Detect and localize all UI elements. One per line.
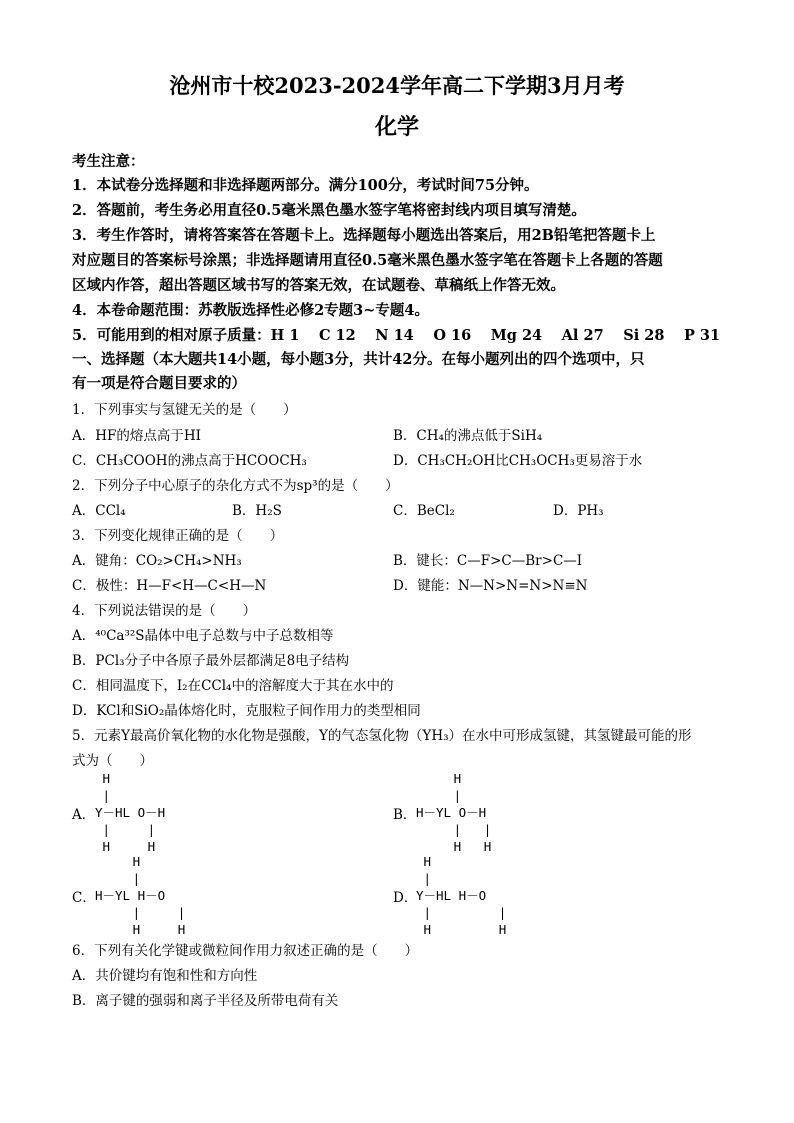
structure-row: Y－HL H－O <box>416 888 487 903</box>
structure-row: | <box>416 871 432 886</box>
q5-option-a-label: A． <box>72 807 96 823</box>
q5-option-c-structure <box>95 853 185 938</box>
q3-stem: 3．下列变化规律正确的是（ ） <box>72 528 284 544</box>
q5-option-a-structure <box>95 770 165 855</box>
structure-row: H H <box>416 839 492 854</box>
q6-stem: 6．下列有关化学键或微粒间作用力叙述正确的是（ ） <box>72 943 419 959</box>
q1-option-c: C．CH₃COOH的沸点高于HCOOCH₃ <box>72 453 307 469</box>
notice-4: 4．本卷命题范围：苏教版选择性必修2专题3~专题4。 <box>72 302 430 319</box>
q2-stem: 2．下列分子中心原子的杂化方式不为sp³的是（ ） <box>72 478 399 494</box>
q5-option-b-label: B． <box>393 807 417 823</box>
q5-option-d-structure <box>416 853 506 938</box>
q3-option-b: B．键长：C—F>C—Br>C—I <box>393 553 583 569</box>
structure-row: | | <box>95 822 156 837</box>
exam-title: 沧州市十校2023-2024学年高二下学期3月月考 <box>169 73 625 98</box>
q2-option-c: C．BeCl₂ <box>393 503 455 519</box>
structure-row: | | <box>416 822 492 837</box>
structure-row: H H <box>95 922 186 937</box>
q1-stem: 1．下列事实与氢键无关的是（ ） <box>72 402 297 418</box>
q4-option-a: A．⁴⁰Ca³²S晶体中电子总数与中子总数相等 <box>72 628 334 644</box>
structure-row: | <box>95 871 141 886</box>
structure-row: | | <box>416 905 507 920</box>
q4-stem: 4．下列说法错误的是（ ） <box>72 603 257 619</box>
section-heading: 一、选择题（本大题共14小题，每小题3分，共计42分。在每小题列出的四个选项中，只 <box>72 351 645 368</box>
q5-option-d-label: D． <box>393 890 418 906</box>
q5-option-b-structure <box>416 770 491 855</box>
q5-stem: 5．元素Y最高价氧化物的水化物是强酸，Y的气态氢化物（YH₃）在水中可形成氢键，其氢键最可能的形 <box>72 728 692 744</box>
structure-row: H <box>95 854 141 869</box>
structure-row: H <box>416 771 462 786</box>
notice-1: 1．本试卷分选择题和非选择题两部分。满分100分，考试时间75分钟。 <box>72 177 539 194</box>
q2-option-b: B．H₂S <box>232 503 282 519</box>
notice-2: 2．答题前，考生务必用直径0.5毫米黑色墨水签字笔将密封线内项目填写清楚。 <box>72 202 586 219</box>
section-heading-cont: 有一项是符合题目要求的） <box>72 375 246 392</box>
q5-stem-cont: 式为（ ） <box>72 753 153 769</box>
q1-option-a: A．HF的熔点高于HI <box>72 428 201 444</box>
notice-3-cont: 对应题目的答案标号涂黑；非选择题请用直径0.5毫米黑色墨水签字笔在答题卡上各题的答题 <box>72 252 663 269</box>
subject-title: 化学 <box>374 114 419 140</box>
structure-row: H <box>95 771 111 786</box>
q6-option-b: B．离子键的强弱和离子半径及所带电荷有关 <box>72 993 339 1009</box>
notice-header: 考生注意： <box>72 153 145 170</box>
q4-option-b: B．PCl₃分子中各原子最外层都满足8电子结构 <box>72 653 350 669</box>
q4-option-d: D．KCl和SiO₂晶体熔化时，克服粒子间作用力的类型相同 <box>72 703 421 719</box>
q1-option-b: B．CH₄的沸点低于SiH₄ <box>393 428 543 444</box>
structure-row: H <box>416 854 432 869</box>
structure-row: | | <box>95 905 186 920</box>
notice-3: 3．考生作答时，请将答案答在答题卡上。选择题每小题选出答案后，用2B铅笔把答题卡上 <box>72 227 656 244</box>
notice-5: 5．可能用到的相对原子质量：H 1 C 12 N 14 O 16 Mg 24 Al 27 Si 28 P 31 <box>72 327 721 344</box>
notice-3-cont2: 区域内作答，超出答题区域书写的答案无效，在试题卷、草稿纸上作答无效。 <box>72 277 565 294</box>
q4-option-c: C．相同温度下，I₂在CCl₄中的溶解度大于其在水中的 <box>72 678 394 694</box>
q5-option-c-label: C． <box>72 890 96 906</box>
structure-row: H H <box>95 839 156 854</box>
structure-row: H－YL O－H <box>416 805 487 820</box>
structure-row: Y－HL O－H <box>95 805 166 820</box>
structure-row: H H <box>416 922 507 937</box>
q3-option-c: C．极性：H—F<H—C<H—N <box>72 578 267 594</box>
q2-option-d: D．PH₃ <box>553 503 604 519</box>
structure-row: H－YL H－O <box>95 888 166 903</box>
q1-option-d: D．CH₃CH₂OH比CH₃OCH₃更易溶于水 <box>393 453 643 469</box>
q3-option-a: A．键角：CO₂>CH₄>NH₃ <box>72 553 242 569</box>
structure-row: | <box>416 788 462 803</box>
q6-option-a: A．共价键均有饱和性和方向性 <box>72 968 258 984</box>
q3-option-d: D．键能：N—N>N=N>N≡N <box>393 578 588 594</box>
q2-option-a: A．CCl₄ <box>72 503 126 519</box>
structure-row: | <box>95 788 111 803</box>
